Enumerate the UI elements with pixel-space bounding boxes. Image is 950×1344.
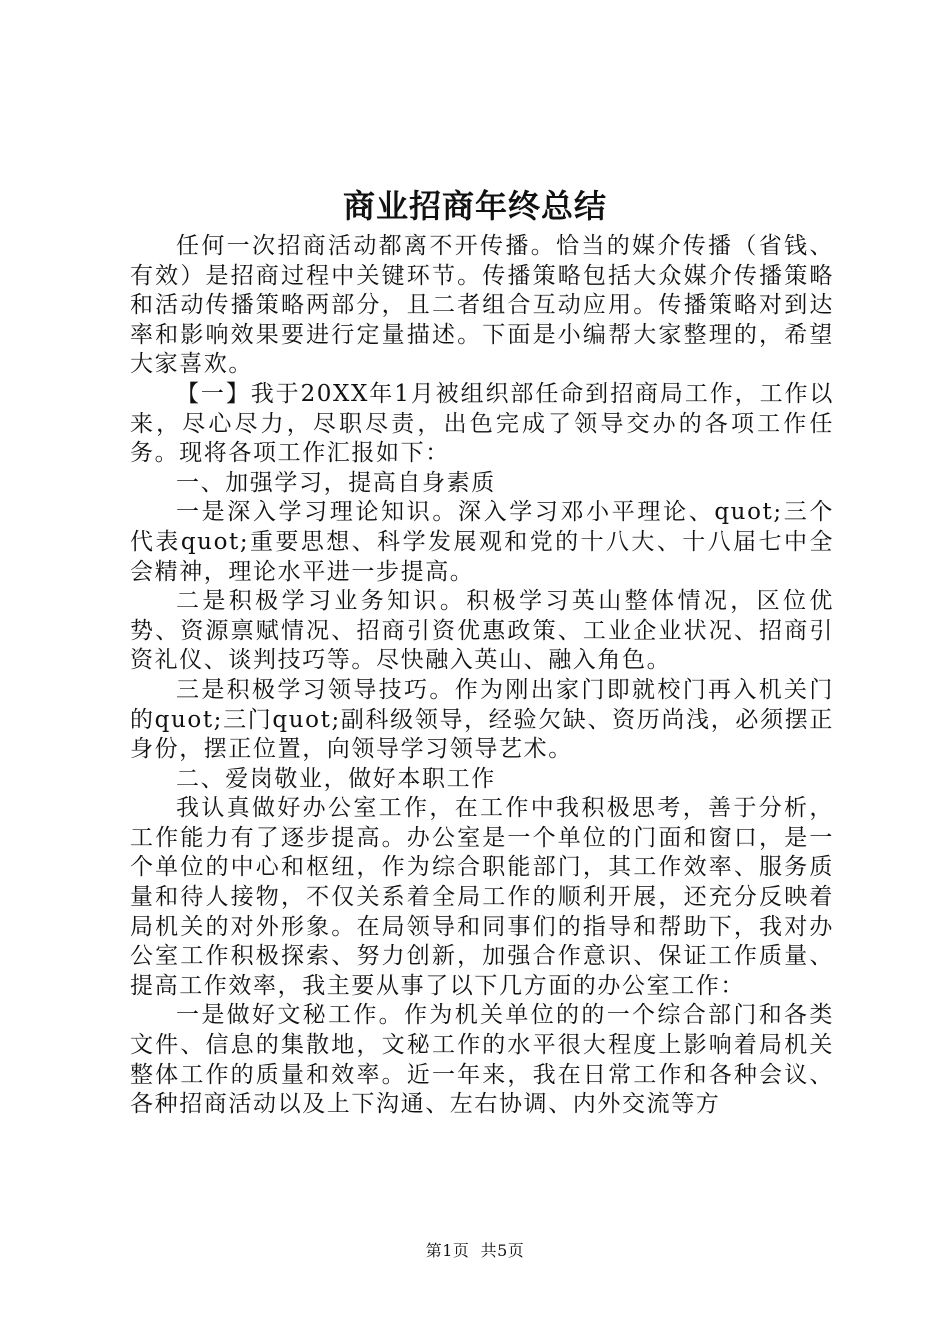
page-footer xyxy=(0,1240,950,1262)
heading-dedication: 二、爱岗敬业，做好本职工作 xyxy=(176,765,496,792)
document-body xyxy=(130,232,834,1120)
office-work-paragraph: 我认真做好办公室工作，在工作中我积极思考，善于分析，工作能力有了逐步提高。办公室是一个单位的门面和窗口，是一个单位的中心和枢纽，作为综合职能部门，其工作效率、服务质量和待人接物，不仅关系着全局工作的顺利开展，还充分反映着局机关的对外形象。在局领导和同事们的指导和帮助下，我对办公室工作积极探索、努力创新，加强合作意识、保证工作质量、提高工作效率，我主要从事了以下几方面的办公室工作： xyxy=(130,795,834,999)
page-number: 第1页 xyxy=(425,1241,470,1260)
heading-study: 一、加强学习，提高自身素质 xyxy=(176,469,496,496)
study-theory-paragraph: 一是深入学习理论知识。深入学习邓小平理论、quot;三个代表quot;重要思想、科学发展观和党的十八大、十八届七中全会精神，理论水平进一步提高。 xyxy=(130,499,834,585)
intro-paragraph: 任何一次招商活动都离不开传播。恰当的媒介传播（省钱、有效）是招商过程中关键环节。传播策略包括大众媒介传播策略和活动传播策略两部分，且二者组合互动应用。传播策略对到达率和影响效果要进行定量描述。下面是小编帮大家整理的，希望大家喜欢。 xyxy=(130,233,834,378)
secretarial-work-paragraph: 一是做好文秘工作。作为机关单位的的一个综合部门和各类文件、信息的集散地，文秘工作的水平很大程度上影响着局机关整体工作的质量和效率。近一年来，我在日常工作和各种会议、各种招商活动以及上下沟通、左右协调、内外交流等方 xyxy=(130,1002,834,1118)
document-title: 商业招商年终总结 xyxy=(342,187,607,225)
study-business-paragraph: 二是积极学习业务知识。积极学习英山整体情况，区位优势、资源禀赋情况、招商引资优惠政策、工业企业状况、招商引资礼仪、谈判技巧等。尽快融入英山、融入角色。 xyxy=(130,588,834,674)
page-total: 共5页 xyxy=(480,1241,525,1260)
section-one-paragraph: 【一】我于20XX年1月被组织部任命到招商局工作，工作以来，尽心尽力，尽职尽责，出色完成了领导交办的各项工作任务。现将各项工作汇报如下： xyxy=(130,380,834,467)
study-leadership-paragraph: 三是积极学习领导技巧。作为刚出家门即就校门再入机关门的quot;三门quot;副科级领导，经验欠缺、资历尚浅，必须摆正身份，摆正位置，向领导学习领导艺术。 xyxy=(130,676,834,763)
